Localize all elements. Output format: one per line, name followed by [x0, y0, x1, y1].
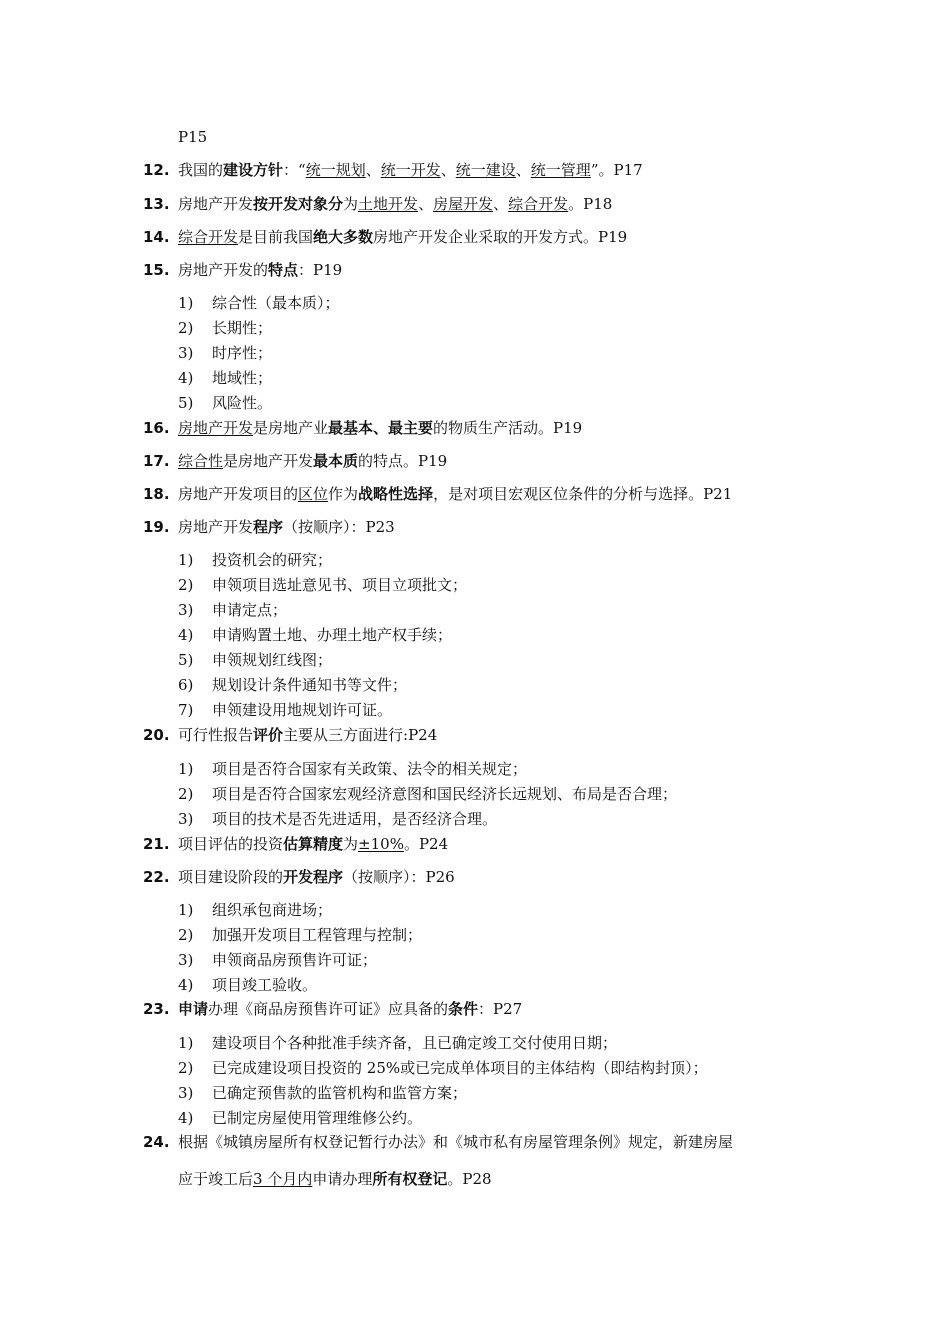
subitem-text: 已制定房屋使用管理维修公约。 — [212, 1109, 423, 1127]
item-text — [178, 160, 643, 180]
subitem-number: 3) — [178, 951, 194, 969]
underlined-term: ±10% — [358, 835, 404, 853]
text-run: 的物质生产活动。P19 — [433, 419, 583, 437]
item-text — [178, 1132, 733, 1152]
bold-term: 估算精度 — [283, 835, 344, 853]
item-text — [178, 260, 342, 280]
text-run: 、 — [440, 161, 456, 179]
text-run: 根据《城镇房屋所有权登记暂行办法》和《城市私有房屋管理条例》规定，新建房屋 — [178, 1133, 734, 1151]
text-run: 。P18 — [568, 195, 613, 213]
text-run: ：P27 — [478, 1000, 523, 1018]
subitem-text: 申领规划红线图； — [212, 651, 333, 669]
subitem-text: 项目竣工验收。 — [212, 976, 318, 994]
subitem-number: 4) — [178, 976, 194, 994]
subitem-text: 项目的技术是否先进适用，是否经济合理。 — [212, 810, 498, 828]
item-number: 23. — [143, 1000, 170, 1018]
underlined-term: 统一管理 — [530, 161, 591, 179]
item-number: 17. — [143, 452, 170, 470]
underlined-term: 统一开发 — [380, 161, 441, 179]
text-run: 。P28 — [447, 1170, 492, 1188]
text-run: ：P19 — [298, 261, 343, 279]
subitem-number: 7) — [178, 701, 194, 719]
text-run: 、 — [493, 195, 509, 213]
subitem-number: 5) — [178, 394, 194, 412]
item-number: 24. — [143, 1133, 170, 1151]
text-run: ”。P17 — [590, 161, 643, 179]
text-run: 主要从三方面进行:P24 — [283, 726, 438, 744]
subitem-text: 长期性； — [212, 319, 273, 337]
bold-term: 申请 — [178, 1000, 209, 1018]
item-text — [178, 227, 627, 247]
text-run: 项目建设阶段的 — [178, 868, 284, 886]
subitem-number: 4) — [178, 369, 194, 387]
item-text — [178, 418, 582, 438]
subitem-number: 2) — [178, 319, 194, 337]
subitem-text: 项目是否符合国家宏观经济意图和国民经济长远规划、布局是否合理； — [212, 785, 678, 803]
item-text — [178, 999, 522, 1019]
item-text-continuation — [178, 1169, 492, 1189]
subitem-number: 2) — [178, 1059, 194, 1077]
page-ref-continuation: P15 — [178, 128, 208, 146]
text-run: 是房地产业 — [253, 419, 329, 437]
text-run: 是目前我国 — [238, 228, 314, 246]
bold-term: 程序 — [253, 518, 284, 536]
subitem-number: 1) — [178, 901, 194, 919]
subitem-text: 建设项目个各种批准手续齐备，且已确定竣工交付使用日期； — [212, 1034, 618, 1052]
subitem-number: 2) — [178, 576, 194, 594]
subitem-text: 加强开发项目工程管理与控制； — [212, 926, 423, 944]
item-number: 13. — [143, 195, 170, 213]
subitem-number: 3) — [178, 1084, 194, 1102]
subitem-text: 已完成建设项目投资的 25%或已完成单体项目的主体结构（即结构封顶）； — [212, 1059, 708, 1077]
underlined-term: 统一规划 — [305, 161, 366, 179]
subitem-text: 申领项目选址意见书、项目立项批文； — [212, 576, 468, 594]
text-run: 为 — [343, 835, 359, 853]
subitem-text: 已确定预售款的监管机构和监管方案； — [212, 1084, 468, 1102]
bold-term: 战略性选择 — [358, 485, 434, 503]
subitem-text: 风险性。 — [212, 394, 273, 412]
underlined-term: 区位 — [298, 485, 329, 503]
item-number: 19. — [143, 518, 170, 536]
subitem-text: 项目是否符合国家有关政策、法令的相关规定； — [212, 760, 528, 778]
underlined-term: 房地产开发 — [178, 419, 254, 437]
item-text — [178, 451, 447, 471]
text-run: 为 — [343, 195, 359, 213]
item-text — [178, 834, 448, 854]
subitem-text: 组织承包商进场； — [212, 901, 333, 919]
bold-term: 最本质 — [313, 452, 359, 470]
subitem-number: 1) — [178, 294, 194, 312]
bold-term: 最基本、最主要 — [328, 419, 434, 437]
underlined-term: 房屋开发 — [433, 195, 494, 213]
subitem-text: 规划设计条件通知书等文件； — [212, 676, 408, 694]
text-run: 房地产开发 — [178, 195, 254, 213]
subitem-number: 3) — [178, 601, 194, 619]
bold-term: 评价 — [253, 726, 284, 744]
item-number: 15. — [143, 261, 170, 279]
text-run: 申请办理 — [312, 1170, 373, 1188]
item-number: 12. — [143, 161, 170, 179]
text-run: 。P24 — [403, 835, 449, 853]
text-run: 可行性报告 — [178, 726, 254, 744]
bold-term: 建设方针 — [223, 161, 284, 179]
bold-term: 条件 — [448, 1000, 479, 1018]
subitem-number: 4) — [178, 1109, 194, 1127]
text-run: 我国的 — [178, 161, 224, 179]
subitem-number: 6) — [178, 676, 194, 694]
underlined-term: 土地开发 — [358, 195, 419, 213]
text-run: 房地产开发项目的 — [178, 485, 299, 503]
text-run: ：“ — [283, 161, 306, 179]
text-run: 作为 — [328, 485, 359, 503]
text-run: 房地产开发的 — [178, 261, 269, 279]
subitem-text: 投资机会的研究； — [212, 551, 333, 569]
underlined-term: 综合开发 — [178, 228, 239, 246]
text-run: 应于竣工后 — [178, 1170, 254, 1188]
subitem-number: 3) — [178, 344, 194, 362]
subitem-text: 时序性； — [212, 344, 273, 362]
text-run: （按顺序）：P23 — [283, 518, 395, 536]
item-number: 14. — [143, 228, 170, 246]
subitem-number: 2) — [178, 926, 194, 944]
text-run: 、 — [418, 195, 434, 213]
item-number: 22. — [143, 868, 170, 886]
item-number: 21. — [143, 835, 170, 853]
bold-term: 所有权登记 — [372, 1170, 448, 1188]
text-run: ，是对项目宏观区位条件的分析与选择。P21 — [433, 485, 733, 503]
text-run: 的特点。P19 — [358, 452, 448, 470]
item-number: 18. — [143, 485, 170, 503]
bold-term: 开发程序 — [283, 868, 344, 886]
underlined-term: 综合开发 — [508, 195, 569, 213]
bold-term: 特点 — [268, 261, 299, 279]
subitem-text: 申请购置土地、办理土地产权手续； — [212, 626, 453, 644]
subitem-number: 3) — [178, 810, 194, 828]
underlined-term: 综合性 — [178, 452, 224, 470]
subitem-text: 申请定点； — [212, 601, 288, 619]
text-run: 房地产开发企业采取的开发方式。P19 — [373, 228, 628, 246]
text-run: 是房地产开发 — [223, 452, 314, 470]
text-run: 、 — [365, 161, 381, 179]
underlined-term: 3 个月内 — [253, 1170, 313, 1188]
subitem-number: 1) — [178, 760, 194, 778]
subitem-number: 1) — [178, 1034, 194, 1052]
item-text — [178, 517, 395, 537]
subitem-text: 申领商品房预售许可证； — [212, 951, 378, 969]
item-text — [178, 194, 612, 214]
text-run: 办理《商品房预售许可证》应具备的 — [208, 1000, 449, 1018]
item-number: 20. — [143, 726, 170, 744]
item-text — [178, 867, 455, 887]
text-run: （按顺序）：P26 — [343, 868, 455, 886]
bold-term: 按开发对象分 — [253, 195, 344, 213]
subitem-number: 5) — [178, 651, 194, 669]
subitem-number: 4) — [178, 626, 194, 644]
text-run: 、 — [515, 161, 531, 179]
subitem-text: 地域性； — [212, 369, 273, 387]
item-text — [178, 484, 732, 504]
item-number: 16. — [143, 419, 170, 437]
underlined-term: 统一建设 — [455, 161, 516, 179]
text-run: 项目评估的投资 — [178, 835, 284, 853]
item-text — [178, 725, 437, 745]
subitem-number: 1) — [178, 551, 194, 569]
subitem-text: 申领建设用地规划许可证。 — [212, 701, 393, 719]
bold-term: 绝大多数 — [313, 228, 374, 246]
subitem-number: 2) — [178, 785, 194, 803]
subitem-text: 综合性（最本质）； — [212, 294, 340, 312]
text-run: 房地产开发 — [178, 518, 254, 536]
